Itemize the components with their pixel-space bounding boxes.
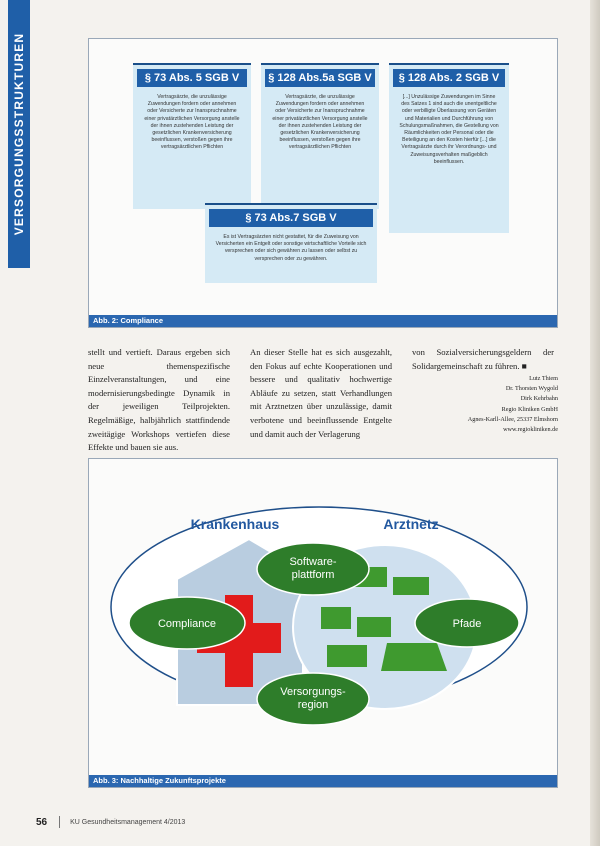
law-box-title: § 128 Abs.5a SGB V [265,69,375,87]
node-label: Compliance [157,618,217,630]
figure-caption: Abb. 2: Compliance [89,315,557,327]
projects-figure [88,458,558,788]
network-tile [321,607,351,629]
law-box-text: Vertragsärzte, die unzulässige Zuwendungen fordern oder annehmen oder Versicherte zur Inanspruchnahme einer privatärztlichen Versorgung anstelle der ihnen zustehenden Leistung der gesetzlichen Krankenversicherung beeinflussen, verstoßen gegen ihre vertragsärztlichen Pflichten [144,94,240,151]
author-website: www.regiokliniken.de [503,426,558,434]
node-label: plattform [291,569,335,581]
node-label: Software- [289,556,337,568]
law-box-title: § 128 Abs. 2 SGB V [393,69,505,87]
page-footer [36,815,185,829]
text-column-1: stellt und vertieft. Daraus ergeben sich neue themenspezifische Einzelveranstaltungen, und eine modernisierungsbedingte Dynamik in der jeweiligen Teilprojekten. Regelmäßige, halbjährlich stattfindende zweitägige Workshops vertiefen diese Effekte und bauen sie aus. [88,347,230,453]
publication-name: KU Gesundheitsmanagement 4/2013 [70,818,186,826]
law-box-title: § 73 Abs. 5 SGB V [137,69,247,87]
text-column-3: von Sozialversicherungsgeldern der Solidargemeinschaft zu führen. ■ [412,347,554,371]
node-software-platform [257,543,369,595]
label-hospital: Krankenhaus [190,516,280,532]
page-edge [590,0,600,846]
node-compliance [129,597,245,649]
label-network: Arztnetz [383,516,439,532]
page-number: 56 [36,816,48,828]
section-tab [8,0,30,268]
law-box-title: § 73 Abs.7 SGB V [209,209,373,227]
author-address: Agnes-Karll-Allee, 25337 Elmshorn [467,415,558,423]
law-box-73-5 [133,63,251,209]
node-label: region [297,699,329,711]
network-tile [327,645,367,667]
author-name: Lutz Thiem [529,375,558,382]
network-tile [357,617,391,637]
node-paths [415,599,519,647]
node-care-region [257,673,369,725]
law-box-128-5a [261,63,379,209]
author-credits [414,374,558,435]
figure-caption: Abb. 3: Nachhaltige Zukunftsprojekte [89,775,557,787]
node-label: Versorgungs- [280,686,346,698]
compliance-figure [88,38,558,328]
node-label: Pfade [452,618,482,630]
law-box-73-7 [205,203,377,283]
projects-diagram [89,459,559,789]
footer-divider [59,816,60,828]
section-tab-label: VERSORGUNGSSTRUKTUREN [12,32,26,236]
law-box-text: [...] Unzulässige Zuwendungen im Sinne des Satzes 1 sind auch die unentgeltliche oder verbilligte Überlassung von Geräten und Materialien und Durchführung von Schulungsmaßnahmen, die Gestellung von Räumlichkeiten oder Personal oder die Beteiligung an den Kosten hierfür [...] die Vertragsärzte durch ihr Verordnungs- und Zuweisungsverhalten maßgeblich beeinflussen. [399,94,499,165]
law-box-text: Vertragsärzte, die unzulässige Zuwendungen fordern oder annehmen oder Versicherte zur Inanspruchnahme einer privatärztlichen Versorgung anstelle der ihnen zustehenden Leistung der gesetzlichen Krankenversicherung beeinflussen, verstoßen gegen ihre vertragsärztlichen Pflichten [272,94,368,151]
network-tile [381,643,447,671]
text-column-2: An dieser Stelle hat es sich ausgezahlt, den Fokus auf echte Kooperationen und bessere und qualitativ hochwertige Abläufe zu setzen, statt Verhandlungen mit Arztnetzen über unzulässige, damit verbotene und beeinflussende Entgelte und damit auch der Verlagerung [250,347,392,439]
law-box-128-2 [389,63,509,233]
law-box-text: Es ist Vertragsärzten nicht gestattet, für die Zuweisung von Versicherten ein Entgelt oder sonstige wirtschaftliche Vorteile sich versprechen oder sich gewähren zu lassen oder selbst zu versprechen oder zu gewähren. [215,234,367,262]
network-tile [393,577,429,595]
author-name: Dirk Kehrbahn [520,395,558,403]
author-name: Dr. Thorsten Wygold [505,385,558,393]
author-organization: Regio Kliniken GmbH [501,405,558,413]
